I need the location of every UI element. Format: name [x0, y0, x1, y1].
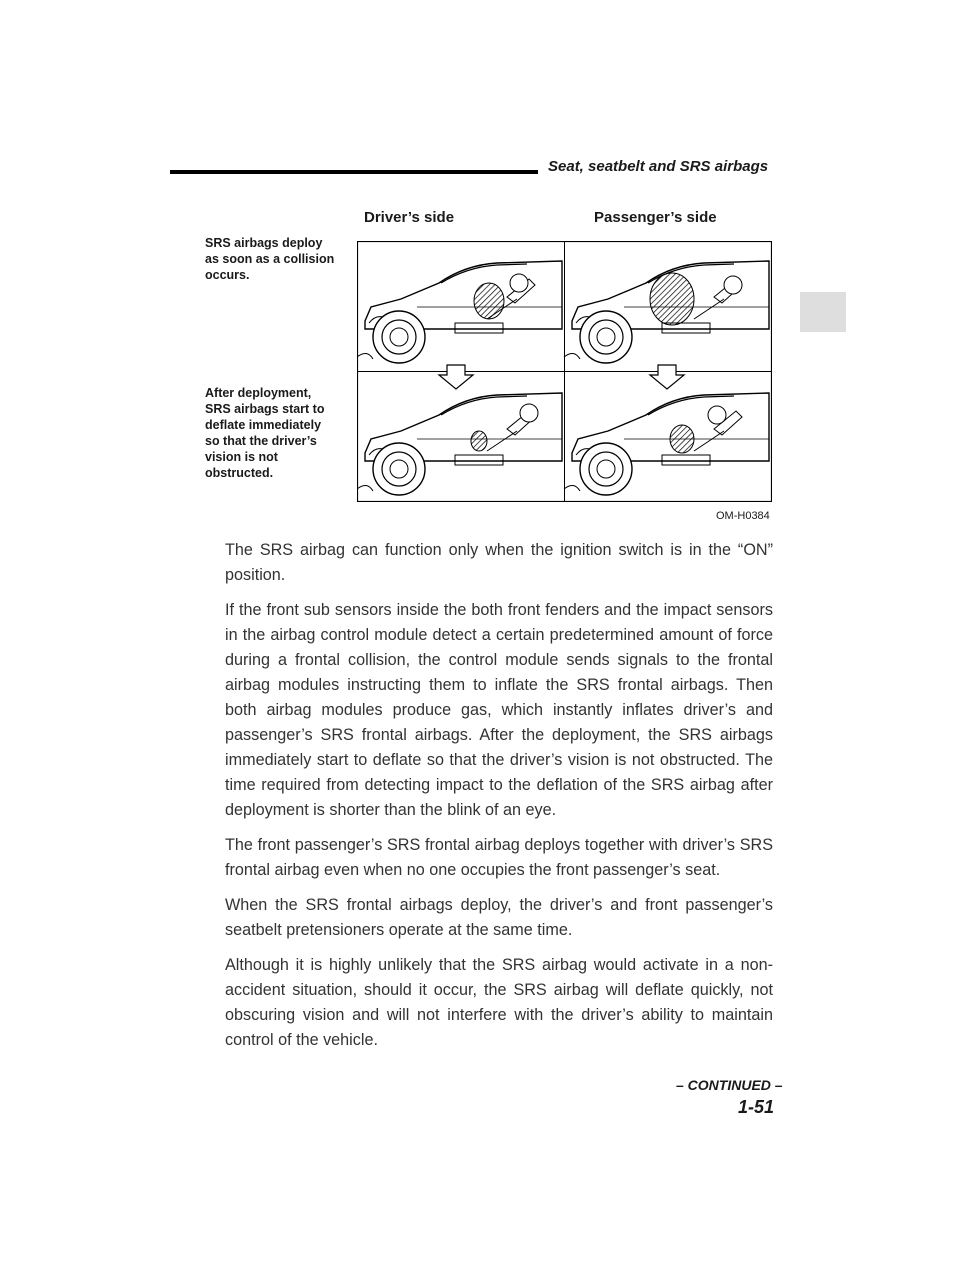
driver-side-label: Driver’s side: [364, 209, 455, 226]
paragraph: If the front sub sensors inside the both front fenders and the impact sensors in the airbag control module detect a certain predetermined amount of force during a frontal collision, the control module sends signals to the frontal airbag modules instructing them to inflate the SRS frontal airbags. Then both airbag modules produce gas, which instantly inflates driver’s and passenger’s SRS frontal airbags. After the deployment, the SRS airbags immediately start to deflate so that the driver’s vision is not obstructed. The time required from detecting impact to the deflation of the SRS airbag after deployment is shorter than the blink of an eye.: [225, 601, 773, 819]
body-text: [225, 538, 773, 1063]
paragraph: Although it is highly unlikely that the SRS airbag would activate in a non-accident situation, should it occur, the SRS airbag will deflate quickly, not obscuring vision and will not interfere with the driver’s ability to maintain control of the vehicle.: [225, 956, 773, 1049]
deploy-caption: SRS airbags deploy as soon as a collision occurs.: [205, 236, 335, 282]
deflate-caption: After deployment, SRS airbags start to deflate immediately so that the driver’s vision is not obstructed.: [205, 386, 325, 480]
page-number: 1-51: [738, 1097, 775, 1117]
section-title: Seat, seatbelt and SRS airbags: [548, 158, 769, 175]
airbag-illustration: [357, 241, 772, 502]
paragraph: The front passenger’s SRS frontal airbag deploys together with driver’s SRS frontal airbag even when no one occupies the front passenger’s seat.: [225, 836, 773, 879]
passenger-side-label: Passenger’s side: [594, 209, 717, 226]
paragraph: The SRS airbag can function only when the ignition switch is in the “ON” position.: [225, 541, 773, 584]
paragraph: When the SRS frontal airbags deploy, the driver’s and front passenger’s seatbelt pretensioners operate at the same time.: [225, 896, 773, 939]
figure-code: OM-H0384: [716, 510, 770, 522]
chapter-tab: [800, 292, 846, 332]
header-rule: [170, 170, 538, 174]
continued-label: – CONTINUED –: [676, 1077, 783, 1093]
